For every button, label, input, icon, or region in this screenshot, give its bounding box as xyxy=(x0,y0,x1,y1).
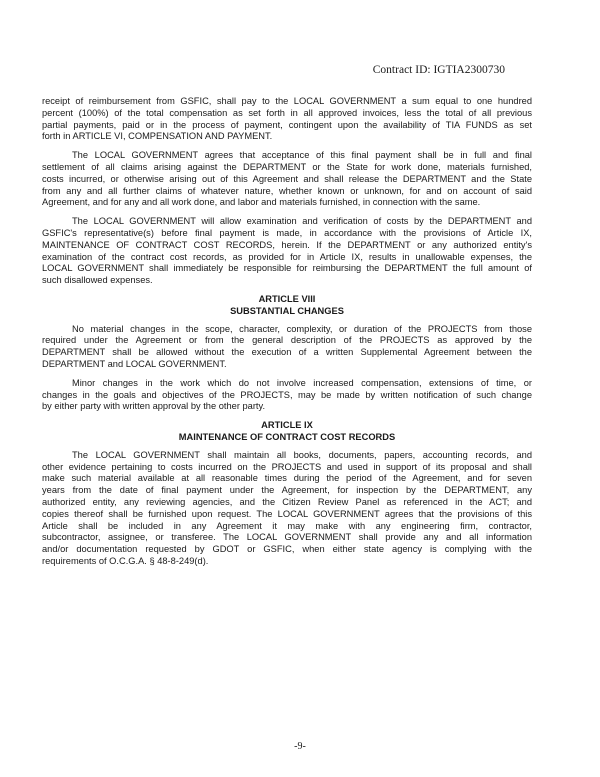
text-line: forth in ARTICLE VI, COMPENSATION AND PAYMENT. xyxy=(42,131,273,142)
paragraph xyxy=(42,324,532,371)
text-line: from any and all further claims of whatever nature, whether known or unknown, for and on account of said xyxy=(42,185,532,196)
contract-id-header: Contract ID: IGTIA2300730 xyxy=(372,64,505,76)
text-line: copies thereof shall be furnished upon request. The LOCAL GOVERNMENT agrees that the provisions of this xyxy=(42,508,532,519)
text-line: MAINTENANCE OF CONTRACT COST RECORDS, herein. If the DEPARTMENT or any authorized entity's xyxy=(42,239,532,250)
text-line: requirements of O.C.G.A. § 48-8-249(d). xyxy=(42,555,209,566)
paragraph xyxy=(42,216,532,287)
text-line: GSFIC's representative(s) before final payment is made, in accordance with the provisions of Article IX, xyxy=(42,227,532,238)
text-line: such disallowed expenses. xyxy=(42,275,153,286)
text-line: Article shall be included in any Agreement it may make with any engineering firm, contractor, xyxy=(42,520,532,531)
article-title: SUBSTANTIAL CHANGES xyxy=(230,305,344,316)
text-line: The LOCAL GOVERNMENT will allow examination and verification of costs by the DEPARTMENT and xyxy=(72,216,532,227)
text-line: Minor changes in the work which do not involve increased compensation, extensions of time, or xyxy=(72,377,532,388)
text-line: and/or documentation requested by GDOT or GSFIC, when either state agency is complying with the xyxy=(42,544,532,555)
text-line: make such material available at all reasonable times during the period of the Agreement, and for seven xyxy=(42,473,532,484)
text-line: The LOCAL GOVERNMENT shall maintain all books, documents, papers, accounting records, and xyxy=(72,449,532,460)
text-line: Agreement, and for any and all work done, and labor and materials furnished, in connection with the same. xyxy=(42,197,481,208)
article-title: MAINTENANCE OF CONTRACT COST RECORDS xyxy=(178,431,396,442)
paragraph xyxy=(42,378,532,413)
text-line: years from the date of final payment under the Agreement, for inspection by the DEPARTMENT, any xyxy=(42,485,532,496)
text-line: other evidence pertaining to costs incurred on the PROJECTS and used in support of its proposal and shall xyxy=(42,461,532,472)
text-line: LOCAL GOVERNMENT shall immediately be responsible for reimbursing the DEPARTMENT the full amount of xyxy=(42,263,532,274)
text-line: by either party with written approval by the other party. xyxy=(42,401,266,412)
document-body xyxy=(42,96,532,575)
text-line: changes in the goals and objectives of the PROJECTS, may be made by written notification of such change xyxy=(42,389,532,400)
text-line: costs incurred, or otherwise arising out of this Agreement and shall release the DEPARTMENT and the State xyxy=(42,173,532,184)
text-line: No material changes in the scope, character, complexity, or duration of the PROJECTS from those xyxy=(72,323,532,334)
text-line: partial payments, paid or in the process of payment, contingent upon the availability of TIA FUNDS as set xyxy=(42,119,532,130)
text-line: required under the Agreement or from the general description of the PROJECTS as approved by the xyxy=(42,335,532,346)
article-heading xyxy=(42,294,532,318)
text-line: subcontractor, assignee, or transferee. The LOCAL GOVERNMENT shall provide any and all information xyxy=(42,532,532,543)
text-line: examination of the contract cost records, as provided for in Article IX, results in unallowable expenses, the xyxy=(42,251,532,262)
text-line: DEPARTMENT and LOCAL GOVERNMENT. xyxy=(42,358,227,369)
article-number: ARTICLE IX xyxy=(261,420,313,431)
text-line: percent (100%) of the total compensation as set forth in all approved invoices, less the total of all previous xyxy=(42,107,532,118)
text-line: The LOCAL GOVERNMENT agrees that acceptance of this final payment shall be in full and final xyxy=(72,150,532,161)
text-line: authorized entity, any reviewing agencies, and the Citizen Review Panel as referenced in the ACT; and xyxy=(42,496,532,507)
text-line: DEPARTMENT shall be allowed without the execution of a written Supplemental Agreement between the xyxy=(42,347,532,358)
text-line: settlement of all claims arising against the DEPARTMENT or the State for work done, materials furnished, xyxy=(42,161,532,172)
paragraph xyxy=(42,96,532,143)
article-heading xyxy=(42,420,532,444)
article-number: ARTICLE VIII xyxy=(258,293,316,304)
paragraph xyxy=(42,450,532,568)
paragraph xyxy=(42,150,532,209)
page-number: -9- xyxy=(294,741,306,752)
text-line: receipt of reimbursement from GSFIC, shall pay to the LOCAL GOVERNMENT a sum equal to one hundred xyxy=(42,96,532,106)
